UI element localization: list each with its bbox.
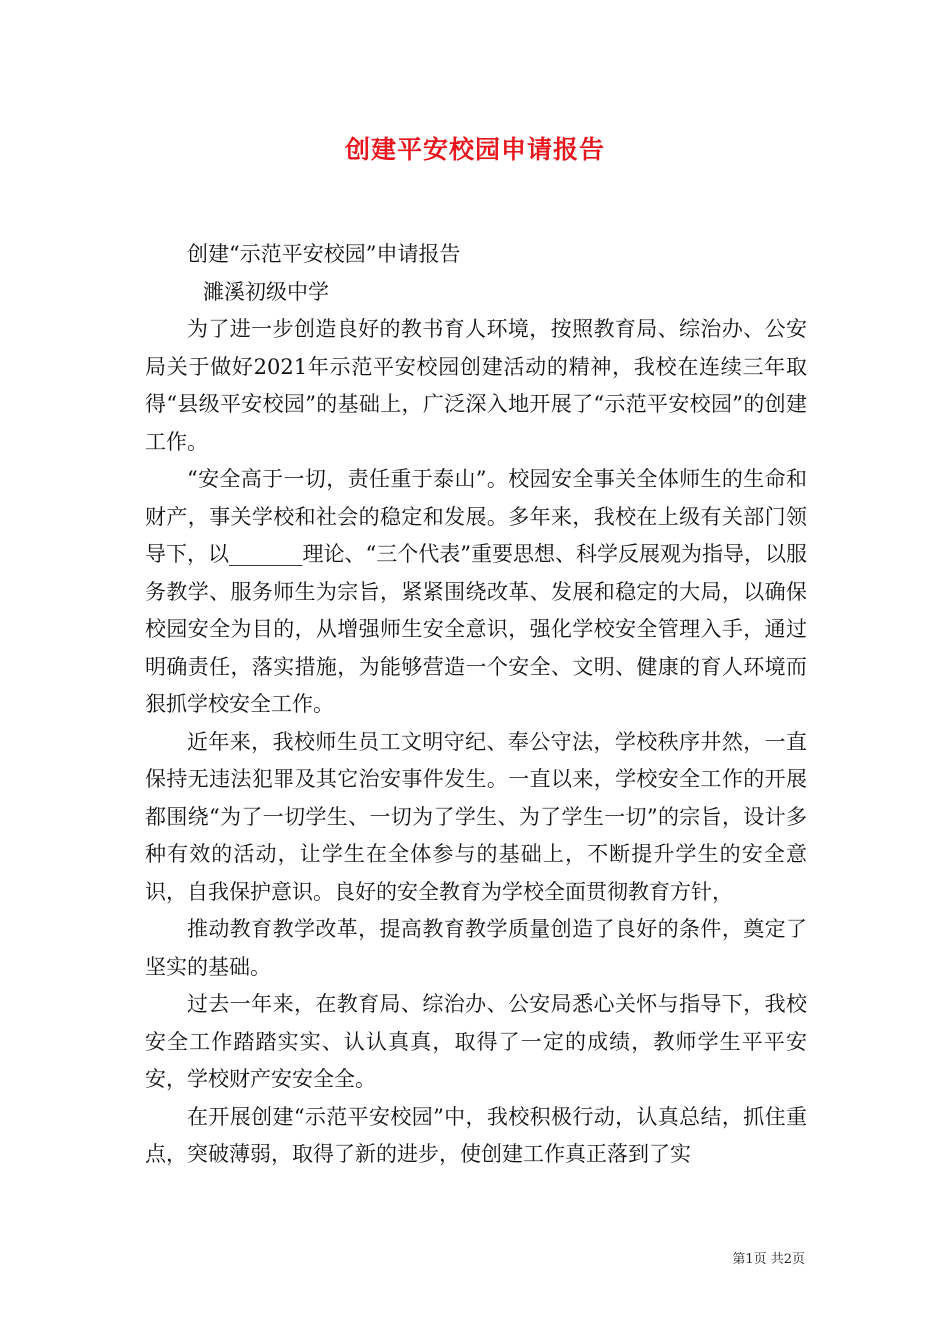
document-body [145, 236, 807, 1174]
paragraph: 近年来，我校师生员工文明守纪、奉公守法，学校秩序井然，一直保持无违法犯罪及其它治安事件发生。一直以来，学校安全工作的开展都围绕“为了一切学生、一切为了学生、为了学生一切”的宗旨，设计多种有效的活动，让学生在全体参与的基础上，不断提升学生的安全意识，自我保护意识。良好的安全教育为学校全面贯彻教育方针， [145, 729, 807, 904]
report-heading: 创建“示范平安校园”申请报告 [187, 242, 461, 266]
page-number: 第1页 共2页 [732, 1252, 805, 1267]
paragraph: “安全高于一切，责任重于泰山”。校园安全事关全体师生的生命和财产，事关学校和社会的稳定和发展。多年来，我校在上级有关部门领导下，以_______理论、“三个代表”重要思想、科学反展观为指导，以服务教学、服务师生为宗旨，紧紧围绕改革、发展和稳定的大局，以确保校园安全为目的，从增强师生安全意识，强化学校安全管理入手，通过明确责任，落实措施，为能够营造一个安全、文明、健康的育人环境而狠抓学校安全工作。 [145, 467, 807, 716]
paragraph: 在开展创建“示范平安校园”中，我校积极行动，认真总结，抓住重点，突破薄弱，取得了新的进步，使创建工作真正落到了实 [145, 1104, 807, 1166]
document-title: 创建平安校园申请报告 [344, 135, 605, 164]
paragraph: 为了进一步创造良好的教书育人环境，按照教育局、综治办、公安局关于做好2021年示范平安校园创建活动的精神，我校在连续三年取得“县级平安校园”的基础上，广泛深入地开展了“示范平安校园”的创建工作。 [145, 317, 807, 454]
school-name: 濉溪初级中学 [203, 279, 329, 304]
paragraph: 过去一年来，在教育局、综治办、公安局悉心关怀与指导下，我校安全工作踏踏实实、认认真真，取得了一定的成绩，教师学生平平安安，学校财产安安全全。 [145, 992, 807, 1091]
paragraph: 推动教育教学改革，提高教育教学质量创造了良好的条件，奠定了坚实的基础。 [145, 917, 807, 979]
